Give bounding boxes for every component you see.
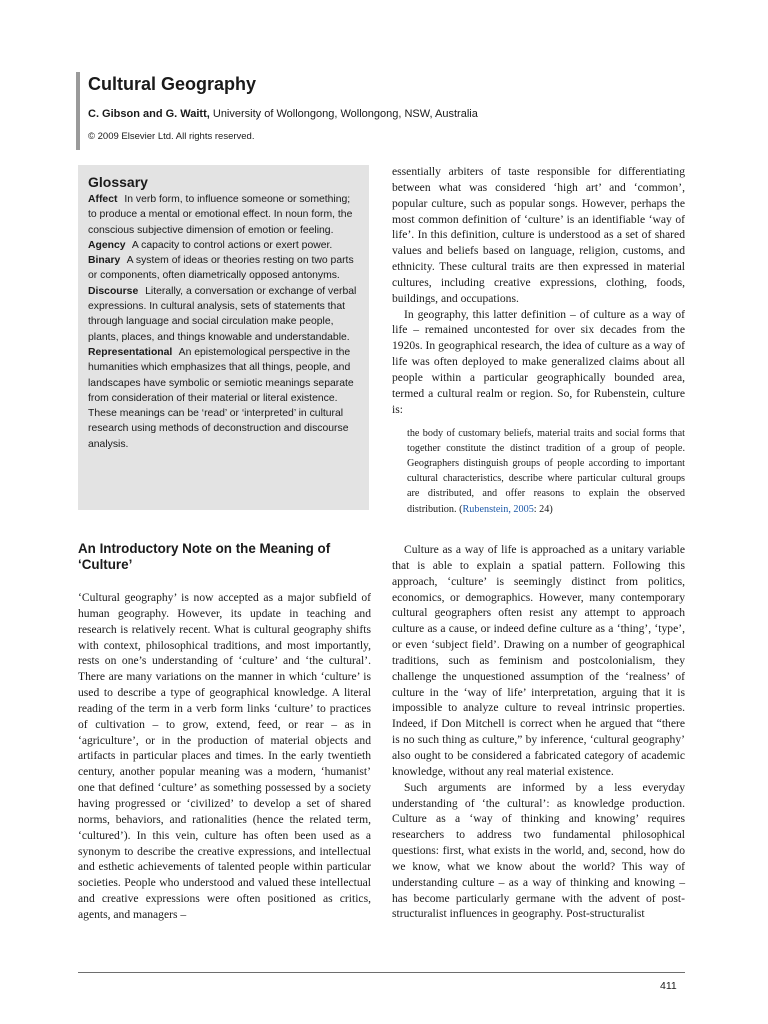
body-paragraph: essentially arbiters of taste responsible for differentiating between what was considered ‘high art’ and ‘common’, popular culture, such as popular songs. However, perhaps the most common definition of ‘culture’ is an identifiable ‘way of life’. In this definition, culture is understood as a set of shared values and beliefs based on language, religion, customs, and ethnicity. These cultural traits are then expressed in material cultures, including creative expressions, clothing, foods, buildings, and occupations. [392,165,685,305]
copyright-line [88,131,254,142]
glossary-term: Affect [88,194,118,205]
right-column-bottom [392,542,685,922]
page-number: 411 [660,980,677,992]
body-paragraph: Such arguments are informed by a less everyday understanding of ‘the cultural’: as knowledge production. Culture as a ‘way of thinking and knowing’ requires researchers to address two fundamental philosophical questions: first, what exists in the world, and, second, how do we know, what we know about the world? This way of understanding culture – as a way of thinking and knowing – has become particularly germane with the advent of post-structuralist influences in geography. Post-structuralist [392,780,685,921]
glossary-entry-binary [88,253,359,284]
body-paragraph: Culture as a way of life is approached as a unitary variable that is able to explain a spatial pattern. Following this approach, ‘culture’ is seemingly distinct from politics, economics, or demographics. However, many contemporary cultural geographers often resist any attempt to approach culture as a cause, or indeed define culture as a ‘thing’, ‘type’, or even ‘subject field’. Drawing on a number of geographical traditions, such as feminism and postcolonialism, they challenge the unquestioned assumption of the ‘realness’ of culture in the ‘way of life’ interpretation, arguing that it is impossible to analyze culture to reveal intrinsic properties. Indeed, if Don Mitchell is correct when he argued that “there is no such thing as culture,” by inference, ‘cultural geography’ also ought to be considered a fabricated category of academic knowledge, without any real material existence. [392,543,685,778]
author-affiliation: University of Wollongong, Wollongong, NSW, Australia [212,108,478,120]
author-line [88,108,478,120]
glossary-definition: An epistemological perspective in the humanities which emphasizes that all things, people, and landscapes have symbolic or semiotic meanings separate from consideration of their material or literal existence. These meanings can be ‘read’ or ‘interpreted’ in cultural research using methods of deconstruction and discourse analysis. [88,346,354,450]
body-paragraph: In geography, this latter definition – of culture as a way of life – remained uncontested for over six decades from the 1920s. In geographical research, the idea of culture as a way of life was often deployed to make generalized claims about all people within a particular geographically bounded area, termed a cultural realm or region. So, for Rubenstein, culture is: [392,307,685,416]
glossary-term: Agency [88,239,126,251]
glossary-title: Glossary [88,174,148,190]
glossary-term: Discourse [88,285,139,297]
glossary-entries [88,192,359,452]
footer-rule [78,972,685,973]
author-names: C. Gibson and G. Waitt, [88,108,210,120]
glossary-term: Representational [88,346,173,358]
glossary-entry-affect [88,192,359,238]
glossary-definition: In verb form, to influence someone or something; to produce a mental or emotional effect. In noun form, the conscious subjective dimension of emotion or feeling. [88,194,353,236]
body-paragraph: ‘Cultural geography’ is now accepted as a major subfield of human geography. However, its update in teaching and research is relatively recent. What is cultural geography shifts with context, philosophical traditions, and most importantly, rests on one’s understanding of ‘culture’ and ‘the cultural’. There are many variations on the manner in which ‘culture’ is used to describe a type of geographical knowledge. A literal reading of the term in a verb form links ‘culture’ to practices of cultivation – to grow, extend, feed, or rear – as in ‘agriculture’, or in the production of material objects and artifacts in particular places and times. In the early twentieth century, another popular meaning was a modern, ‘humanist’ one that defined ‘culture’ as something possessed by a society having progressed or ‘civilized’ to develop a set of shared norms, behaviors, and rationalities (hence the related term, ‘cultured’). In this vein, culture has often been used as a synonym to describe the creative expressions, and intellectual and esthetic achievements of talented people within particular societies. People who understood and valued these intellectual and creative expressions were often positioned as critics, agents, and managers – [78,591,371,921]
glossary-definition: Literally, a conversation or exchange of verbal expressions. In cultural analysis, sets of statements that through language and social circulation make people, plants, places, and things knowable and understandable. [88,285,357,343]
citation-open: ( [459,503,463,515]
citation-close: : 24) [533,503,553,515]
copyright-text: 2009 Elsevier Ltd. All rights reserved. [97,131,255,142]
glossary-term: Binary [88,255,121,267]
copyright-symbol: © [88,131,95,142]
section-heading: An Introductory Note on the Meaning of ‘Culture’ [78,541,331,572]
glossary-entry-representational [88,345,359,452]
glossary-definition: A capacity to control actions or exert power. [131,239,333,251]
header-accent-bar [76,72,80,150]
block-quote [407,426,685,517]
quote-text: the body of customary beliefs, material traits and social forms that together constitute the distinct tradition of a group of people. Geographers distinguish groups of people according to important cultural characteristics, describe where particular cultural groups are distributed, and offer reasons to explain the observed distribution. [407,427,685,515]
glossary-entry-discourse [88,284,359,345]
citation-link[interactable]: Rubenstein, 2005 [462,503,534,515]
glossary-box [78,165,369,510]
article-title: Cultural Geography [88,74,257,94]
glossary-entry-agency [88,238,359,253]
right-column-top [392,164,685,527]
left-column-body [78,590,371,923]
glossary-definition: A system of ideas or theories resting on two parts or components, often diametrically opposed antonyms. [88,255,354,282]
